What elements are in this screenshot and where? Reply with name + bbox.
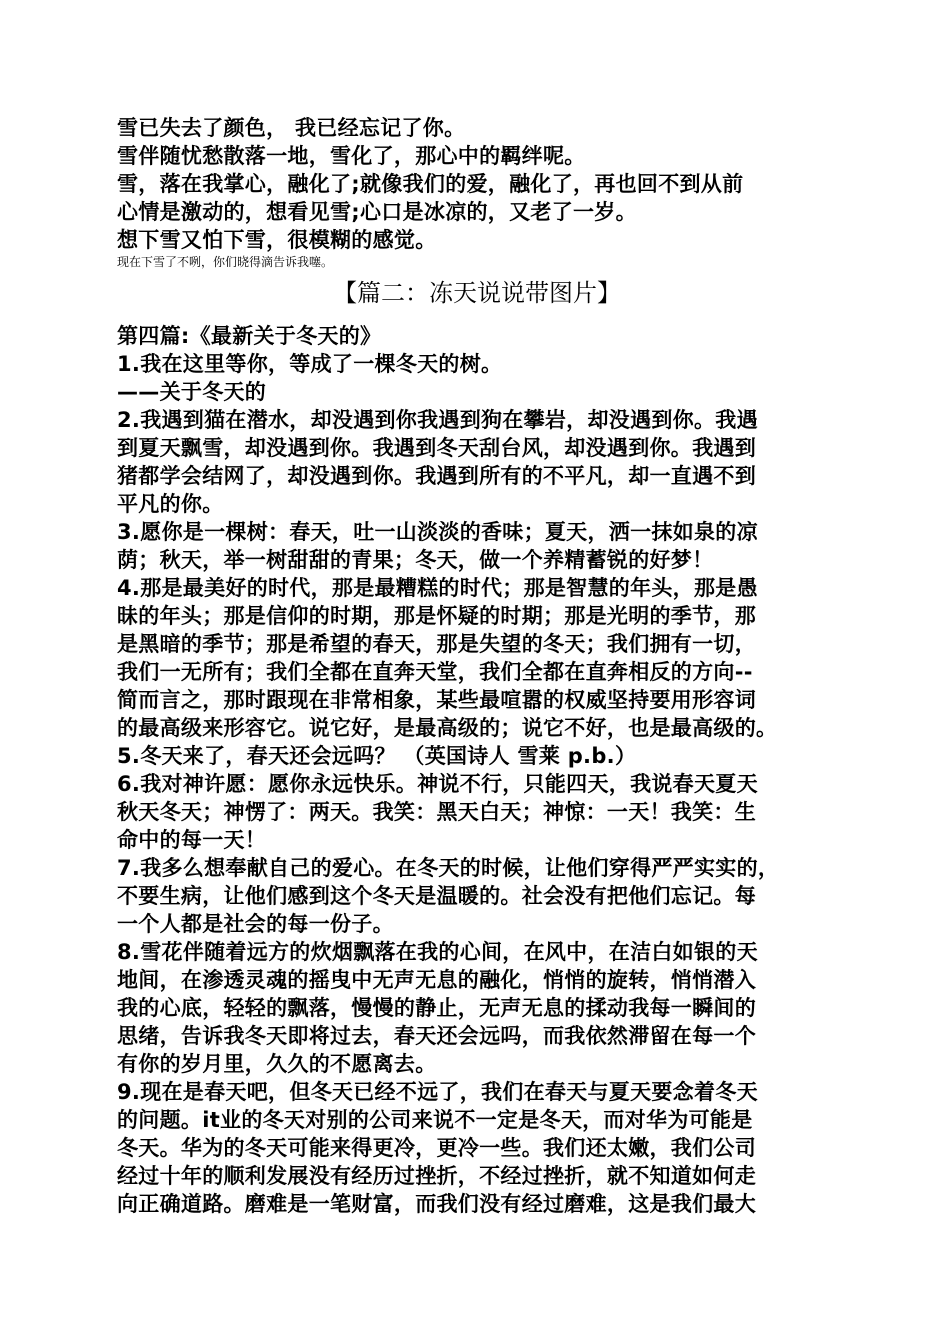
text-line: 不要生病，让他们感到这个冬天是温暖的。社会没有把他们忘记。每 — [117, 884, 756, 908]
text-line: 思绪，告诉我冬天即将过去，春天还会远吗，而我依然滞留在每一个 — [117, 1024, 756, 1048]
text-line: 一个人都是社会的每一份子。 — [117, 912, 394, 936]
section-heading: 【篇二：冻天说说带图片】 — [333, 279, 621, 307]
text-line: 我们一无所有；我们全都在直奔天堂，我们全都在直奔相反的方向-- — [117, 660, 753, 684]
text-line: 秋天冬天；神愣了：两天。我笑：黑天白天；神惊：一天！我笑：生 — [117, 800, 756, 824]
text-line: 9.现在是春天吧，但冬天已经不远了，我们在春天与夏天要念着冬天 — [117, 1080, 758, 1104]
document-page — [117, 114, 837, 1218]
text-line: 的问题。it业的冬天对别的公司来说不一定是冬天，而对华为可能是 — [117, 1108, 753, 1132]
text-line: 8.雪花伴随着远方的炊烟飘落在我的心间，在风中，在洁白如银的天 — [117, 940, 758, 964]
text-line: ——关于冬天的 — [117, 380, 267, 404]
intro-paragraph — [117, 114, 837, 254]
text-line: 1.我在这里等你，等成了一棵冬天的树。 — [117, 352, 503, 376]
text-line: 简而言之，那时跟现在非常相象，某些最喧嚣的权威坚持要用形容词 — [117, 688, 756, 712]
text-line: 地间，在渗透灵魂的摇曳中无声无息的融化，悄悄的旋转，悄悄潜入 — [117, 968, 756, 992]
text-line: 2.我遇到猫在潜水，却没遇到你我遇到狗在攀岩，却没遇到你。我遇 — [117, 408, 758, 432]
text-line: 荫；秋天，举一树甜甜的青果；冬天，做一个养精蓄锐的好梦！ — [117, 548, 714, 572]
text-line: 昧的年头；那是信仰的时期，那是怀疑的时期；那是光明的季节，那 — [117, 604, 756, 628]
text-line: 想下雪又怕下雪，很模糊的感觉。 — [117, 228, 437, 252]
small-note: 现在下雪了不咧，你们晓得滴告诉我噻。 — [117, 255, 334, 269]
text-line: 心情是激动的，想看见雪;心口是冰凉的，又老了一岁。 — [117, 200, 637, 224]
text-line: 雪，落在我掌心，融化了;就像我们的爱，融化了，再也回不到从前 — [117, 172, 744, 196]
text-line: 向正确道路。磨难是一笔财富，而我们没有经过磨难，这是我们最大 — [117, 1192, 756, 1216]
text-line: 4.那是最美好的时代，那是最糟糕的时代；那是智慧的年头，那是愚 — [117, 576, 758, 600]
text-line: 有你的岁月里，久久的不愿离去。 — [117, 1052, 437, 1076]
text-line: 我的心底，轻轻的飘落，慢慢的静止，无声无息的揉动我每一瞬间的 — [117, 996, 756, 1020]
text-line: 是黑暗的季节；那是希望的春天，那是失望的冬天；我们拥有一切， — [117, 632, 756, 656]
text-line: 平凡的你。 — [117, 492, 224, 516]
text-line: 雪已失去了颜色， 我已经忘记了你。 — [117, 116, 466, 140]
text-line: 经过十年的顺利发展没有经历过挫折，不经过挫折，就不知道如何走 — [117, 1164, 756, 1188]
text-line: 猪都学会结网了，却没遇到你。我遇到所有的不平凡，却一直遇不到 — [117, 464, 756, 488]
text-line: 的最高级来形容它。说它好，是最高级的；说它不好，也是最高级的。 — [117, 716, 778, 740]
text-line: 雪伴随忧愁散落一地，雪化了，那心中的羁绊呢。 — [117, 144, 586, 168]
text-line: 6.我对神许愿：愿你永远快乐。神说不行，只能四天，我说春天夏天 — [117, 772, 758, 796]
text-line: 7.我多么想奉献自己的爱心。在冬天的时候，让他们穿得严严实实的， — [117, 856, 780, 880]
text-line: 3.愿你是一棵树：春天，吐一山淡淡的香味；夏天，洒一抹如泉的凉 — [117, 520, 758, 544]
text-line: 5.冬天来了，春天还会远吗？ （英国诗人 雪莱 p.b.） — [117, 744, 637, 768]
text-line: 第四篇:《最新关于冬天的》 — [117, 324, 382, 348]
text-line: 冬天。华为的冬天可能来得更冷，更冷一些。我们还太嫩，我们公司 — [117, 1136, 756, 1160]
body-text — [117, 322, 837, 1218]
text-line: 到夏天飘雪，却没遇到你。我遇到冬天刮台风，却没遇到你。我遇到 — [117, 436, 756, 460]
text-line: 命中的每一天！ — [117, 828, 267, 852]
